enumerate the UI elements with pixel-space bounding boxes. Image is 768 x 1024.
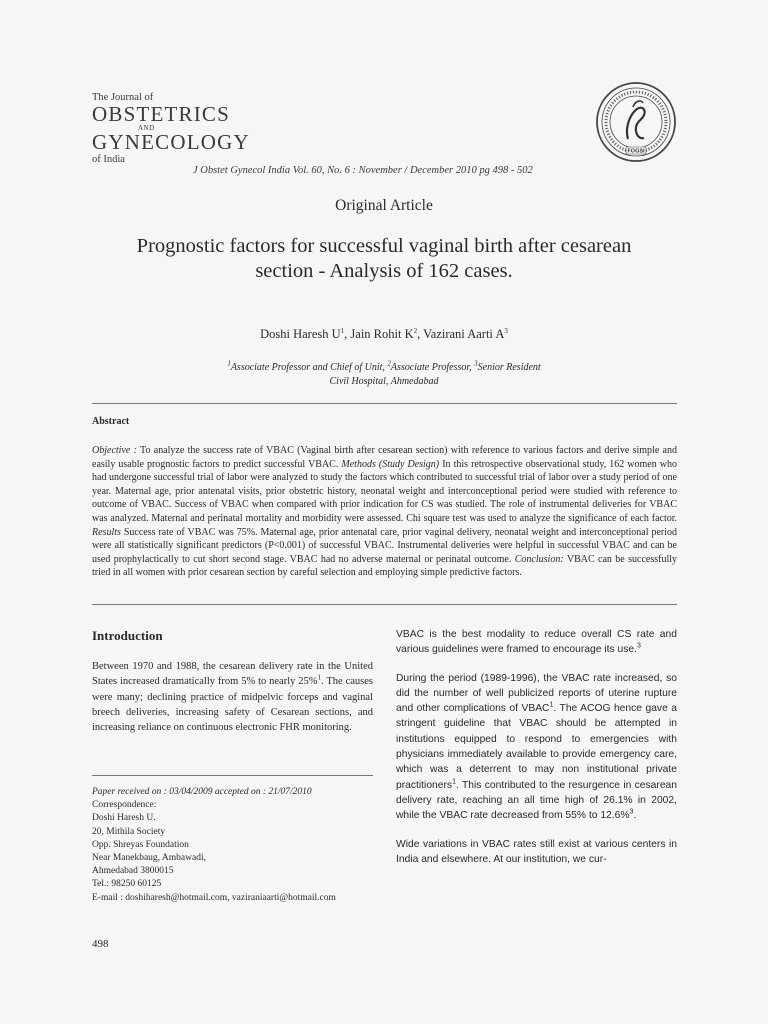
results-label: Results [92, 526, 121, 538]
right-p2-text-a: During the period (1989-1996), the VBAC rate increased, so did the number of well publicized reports of uterine rupture and other complications of VBAC [396, 672, 677, 715]
right-p2-ref-2: 1 [452, 778, 456, 786]
abstract-heading: Abstract [92, 416, 130, 427]
masthead-obstetrics: OBSTETRICS [92, 101, 231, 126]
fogsi-seal-logo [595, 81, 677, 163]
methods-text: In this retrospective observational study, 162 women who had undergone successful trial of labor were analyzed to study the factors which contributed to successful trial of labor over a study period of one year. Maternal age, prior antenatal visits, prior obstetric history, neonatal weight and interconceptional period were studied with reference to outcome of VBAC. Success of VBAC when compared with prior indication for CS was studied. The role of instrumental deliveries for VBAC was analyzed. Maternal and perinatal mortality and morbidity were assessed. Chi square test was used to analyze the significance of each factor. [92, 458, 677, 524]
email-addresses: E-mail : doshiharesh@hotmail.com, vaziraniaarti@hotmail.com [92, 892, 336, 903]
author-list [0, 327, 768, 342]
svg-text:FOGSI: FOGSI [627, 148, 645, 155]
correspondence-footnote [92, 786, 392, 905]
citation-line: J Obstet Gynecol India Vol. 60, No. 6 : November / December 2010 pg 498 - 502 [193, 165, 533, 176]
author-separator: , [344, 327, 351, 341]
footnote-divider [92, 775, 373, 776]
affil-sup-2: 2 [387, 359, 391, 368]
address-line-4: Ahmedabad 3800015 [92, 866, 174, 877]
affil-2: Associate Professor, [390, 362, 475, 373]
right-p1-ref: 3 [636, 642, 641, 650]
affil-3: Senior Resident [477, 362, 541, 373]
intro-paragraph [92, 659, 373, 735]
address-line-3: Near Manekbaug, Ambawadi, [92, 853, 206, 864]
right-column [396, 627, 677, 880]
right-p2-text-c: . This contributed to the resurgence in cesarean delivery rate, reaching an all time high of 26.1% in 2002, while the VBAC rate decreased from 55% to 12.6% [396, 779, 677, 822]
telephone: Tel.: 98250 60125 [92, 879, 162, 890]
correspondence-label: Correspondence: [92, 800, 157, 811]
author-3-sup: 3 [504, 326, 508, 335]
affil-sup-1: 1 [227, 359, 231, 368]
received-dates: Paper received on : 03/04/2009 accepted on : 21/07/2010 [92, 787, 312, 797]
correspondence-name: Doshi Haresh U. [92, 813, 156, 824]
title-line-1: Prognostic factors for successful vaginal birth after cesarean [136, 235, 632, 257]
abstract-divider [92, 604, 677, 605]
article-title [60, 234, 708, 284]
author-1-sup: 1 [340, 326, 345, 335]
conclusion-label: Conclusion: [514, 553, 564, 565]
address-line-2: Opp. Shreyas Foundation [92, 839, 189, 850]
journal-masthead [92, 93, 250, 165]
page-number: 498 [92, 938, 109, 950]
right-paragraph-3: Wide variations in VBAC rates still exist at various centers in India and elsewhere. At our institution, we cur- [396, 838, 677, 865]
address-line-1: 20, Mithila Society [92, 826, 166, 837]
results-text: Success rate of VBAC was 75%. Maternal age, prior antenatal care, prior vaginal delivery, neonatal weight and interconceptional period were all statistically significant predictors (P<0.001) of successful VBAC. Instrumental deliveries were helpful in successful VBAC and can be used prophylactically to cut short second stage. VBAC had no adverse maternal or perinatal outcome. [92, 526, 677, 565]
intro-text-b: . The causes were many; declining practice of midpelvic forceps and vaginal breech deliveries, increasing safety of Cesarean sections, and increasing reliance on continuous electronic FHR monitoring. [92, 676, 373, 734]
affil-1: Associate Professor and Chief of Unit, [230, 362, 388, 373]
author-separator: , [417, 327, 424, 341]
methods-label: Methods (Study Design) [341, 458, 440, 470]
objective-label: Objective : [92, 445, 137, 456]
right-p2-ref-1: 1 [549, 701, 554, 709]
right-paragraph-2 [396, 671, 677, 824]
affiliations [0, 361, 768, 389]
title-line-2: section - Analysis of 162 cases. [255, 260, 513, 282]
intro-ref: 1 [317, 673, 322, 682]
header-divider [92, 403, 677, 404]
author-2: Jain Rohit K [350, 327, 414, 341]
right-paragraph-1 [396, 627, 677, 658]
abstract-body [92, 444, 677, 580]
masthead-and: AND [138, 123, 155, 132]
author-2-sup: 2 [413, 326, 418, 335]
intro-text-a: Between 1970 and 1988, the cesarean delivery rate in the United States increased dramatically from 5% to nearly 25% [92, 661, 373, 688]
right-p1-text: VBAC is the best modality to reduce overall CS rate and various guidelines were framed to encourage its use. [396, 629, 677, 656]
author-1: Doshi Haresh U [260, 327, 341, 341]
right-p2-text-d: . [633, 810, 637, 822]
objective-text: To analyze the success rate of VBAC (Vaginal birth after cesarean section) with reference to various factors and derive simple and easily usable prognostic factors to predict successful VBAC. [92, 445, 677, 470]
masthead-of-india: of India [92, 153, 125, 165]
affil-sup-3: 3 [474, 359, 478, 368]
introduction-heading: Introduction [92, 628, 163, 643]
masthead-gynecology: GYNECOLOGY [92, 129, 250, 154]
article-type: Original Article [335, 197, 433, 214]
conclusion-text: VBAC can be successfully tried in all women with prior cesarean section by careful selection and employing simple predictive factors. [92, 553, 678, 579]
author-3: Vazirani Aarti A [423, 327, 505, 341]
left-column [92, 659, 373, 735]
masthead-the-journal-of: The Journal of [92, 92, 154, 103]
right-p2-ref-3: 3 [629, 808, 634, 816]
right-p2-text-b: . The ACOG hence gave a stringent guideline that VBAC should be attempted in institutions equipped to respond to emergencies with physicians immediately available to provide emergency care, which was a deterrent to may non institutional private practitioners [396, 703, 677, 791]
affil-institution: Civil Hospital, Ahmedabad [329, 376, 439, 387]
